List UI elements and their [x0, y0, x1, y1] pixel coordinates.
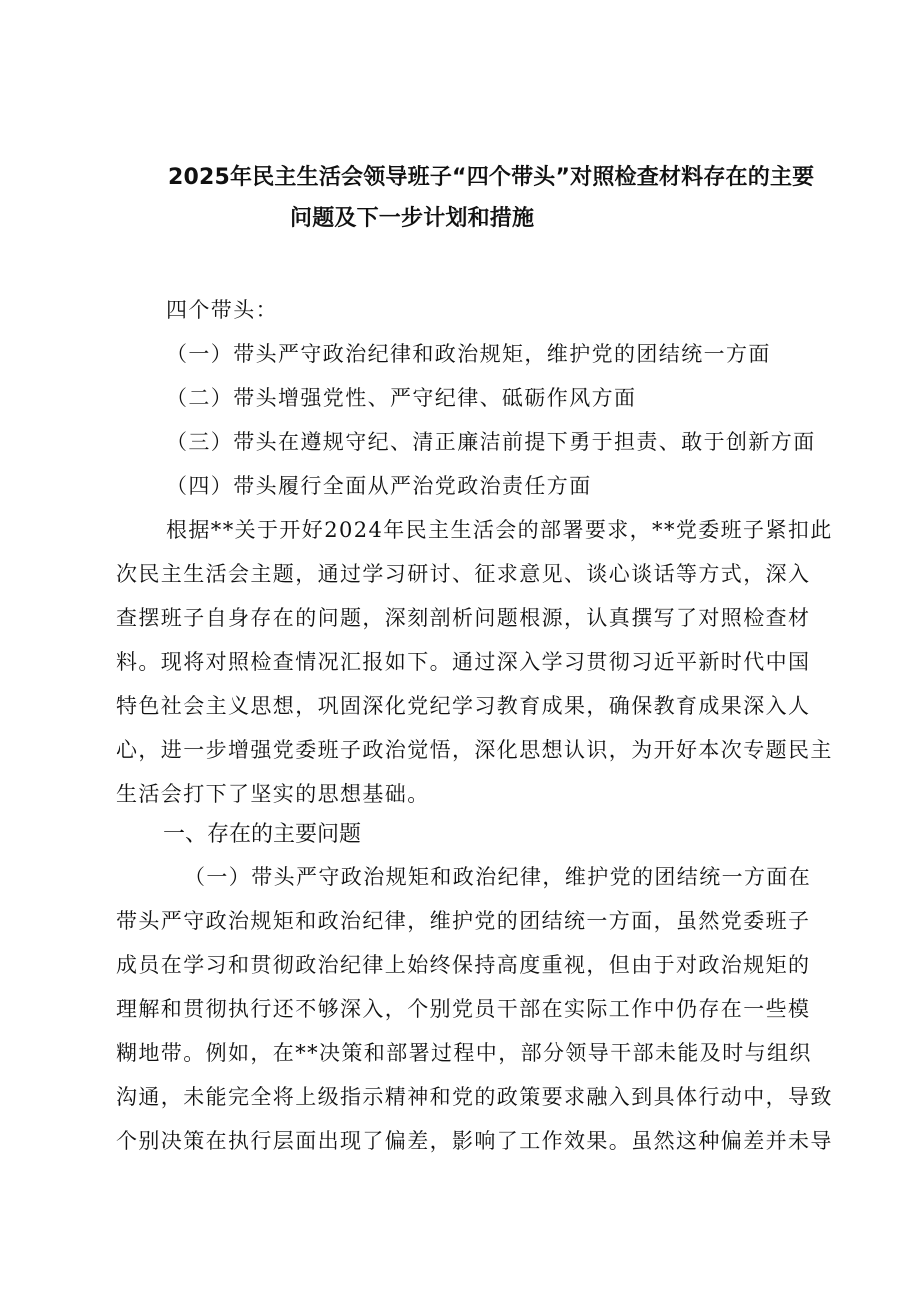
paragraph-line: 料。现将对照检查情况汇报如下。通过深入学习贯彻习近平新时代中国 [116, 650, 811, 674]
paragraph-line: 特色社会主义思想，巩固深化党纪学习教育成果，确保教育成果深入人 [116, 694, 811, 718]
paragraph-line: 糊地带。例如，在**决策和部署过程中，部分领导干部未能及时与组织 [116, 1041, 812, 1065]
paragraph-line: 根据**关于开好2024年民主生活会的部署要求，**党委班子紧扣此 [166, 518, 833, 542]
list-item: （三）带头在遵规守纪、清正廉洁前提下勇于担责、敢于创新方面 [166, 430, 816, 454]
document-title-line-1: 2025年民主生活会领导班子“四个带头”对照检查材料存在的主要 [168, 165, 815, 190]
paragraph-line: 次民主生活会主题，通过学习研讨、征求意见、谈心谈话等方式，深入 [116, 562, 811, 586]
paragraph-line: 个别决策在执行层面出现了偏差，影响了工作效果。虽然这种偏差并未导 [116, 1129, 833, 1153]
paragraph-line: 沟通，未能完全将上级指示精神和党的政策要求融入到具体行动中，导致 [116, 1085, 833, 1109]
paragraph-line: 成员在学习和贯彻政治纪律上始终保持高度重视，但由于对政治规矩的 [116, 953, 811, 977]
paragraph-line: 生活会打下了坚实的思想基础。 [116, 782, 430, 806]
list-item: （二）带头增强党性、严守纪律、砥砺作风方面 [166, 386, 637, 410]
paragraph-line: 带头严守政治规矩和政治纪律，维护党的团结统一方面，虽然党委班子 [116, 909, 811, 933]
paragraph-line: 查摆班子自身存在的问题，深刻剖析问题根源，认真撰写了对照检查材 [116, 606, 811, 630]
section-heading: 一、存在的主要问题 [163, 822, 362, 847]
paragraph-line: 心，进一步增强党委班子政治觉悟，深化思想认识，为开好本次专题民主 [116, 738, 833, 762]
paragraph-line: （一）带头严守政治规矩和政治纪律，维护党的团结统一方面在 [184, 865, 812, 889]
paragraph-line: 理解和贯彻执行还不够深入，个别党员干部在实际工作中仍存在一些模 [116, 997, 811, 1021]
list-item: （四）带头履行全面从严治党政治责任方面 [166, 474, 592, 498]
intro-label: 四个带头： [166, 298, 278, 322]
document-title-line-2: 问题及下一步计划和措施 [290, 206, 535, 231]
list-item: （一）带头严守政治纪律和政治规矩，维护党的团结统一方面 [166, 342, 771, 366]
